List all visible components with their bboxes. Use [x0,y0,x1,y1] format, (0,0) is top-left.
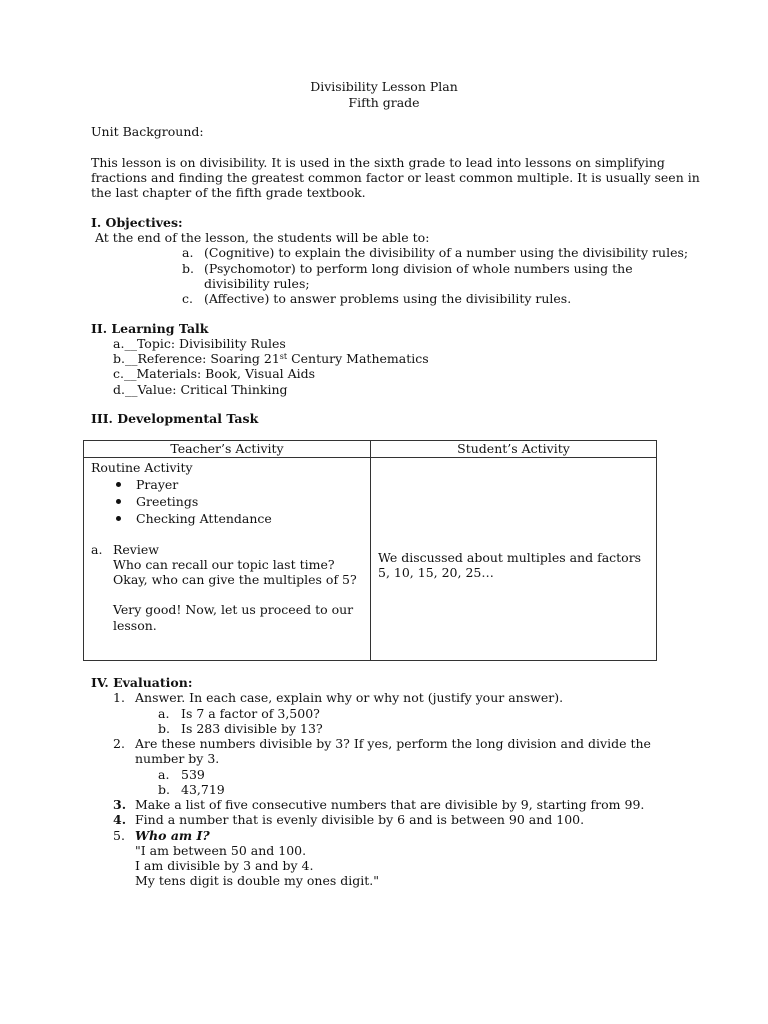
learning-talk-marker: c. [113,366,124,381]
review-line: Review [113,542,159,557]
learning-talk-marker: d. [113,382,125,397]
table-row [84,458,657,661]
evaluation-sub-text: 43,719 [181,782,225,797]
bullet-icon [116,499,121,504]
learning-talk-item: c.__Materials: Book, Visual Aids [113,366,316,381]
student-activity-cell [371,458,657,661]
evaluation-sub-text: 539 [181,767,205,782]
learning-talk-heading: II. Learning Talk [91,321,209,336]
developmental-task-table [83,440,657,661]
teacher-activity-cell [84,458,371,661]
student-activity-header: Student’s Activity [371,441,657,458]
table-header-row [84,441,657,458]
review-line: Very good! Now, let us proceed to our [113,602,354,617]
learning-talk-text: Materials: Book, Visual Aids [136,366,316,381]
unit-background-line: fractions and finding the greatest common factor or least common multiple. It is usually seen in [91,170,700,185]
objective-marker: c. [182,291,193,306]
evaluation-sub-marker: a. [158,767,170,782]
student-response-line: We discussed about multiples and factors [378,550,642,565]
learning-talk-item: a.__Topic: Divisibility Rules [113,336,286,351]
evaluation-marker: 3. [113,797,127,812]
objective-marker: a. [182,245,194,260]
learning-talk-item: b.__Reference: Soaring 21st Century Mathematics [113,351,429,366]
review-line: Who can recall our topic last time? [113,557,335,572]
riddle-line: My tens digit is double my ones digit." [135,873,380,888]
learning-talk-item: d.__Value: Critical Thinking [113,382,288,397]
evaluation-marker: 4. [113,812,127,827]
evaluation-text: Make a list of five consecutive numbers that are divisible by 9, starting from 99. [135,797,645,812]
riddle-line: I am divisible by 3 and by 4. [135,858,314,873]
learning-talk-marker: b. [113,351,125,366]
learning-talk-text: Value: Critical Thinking [137,382,288,397]
riddle-line: "I am between 50 and 100. [135,843,307,858]
evaluation-sub-marker: b. [158,782,170,797]
review-line: lesson. [113,618,157,633]
learning-talk-text: Century Mathematics [287,351,429,366]
document-title: Divisibility Lesson Plan [310,79,458,94]
evaluation-text: Are these numbers divisible by 3? If yes, perform the long division and divide the [135,736,651,751]
routine-item: Greetings [136,494,199,509]
evaluation-marker: 2. [113,736,125,751]
bullet-icon [116,482,121,487]
evaluation-marker: 5. [113,828,125,843]
objectives-intro: At the end of the lesson, the students will be able to: [95,230,430,245]
routine-item: Checking Attendance [136,511,272,526]
evaluation-text: Find a number that is evenly divisible by 6 and is between 90 and 100. [135,812,585,827]
routine-activity-heading: Routine Activity [91,460,193,475]
routine-item: Prayer [136,477,179,492]
evaluation-sub-marker: b. [158,721,170,736]
objective-marker: b. [182,261,194,276]
review-line: Okay, who can give the multiples of 5? [113,572,357,587]
objective-text: (Affective) to answer problems using the divisibility rules. [204,291,572,306]
learning-talk-text: Reference: Soaring 21 [137,351,280,366]
unit-background-heading: Unit Background: [91,124,204,139]
evaluation-sub-text: Is 283 divisible by 13? [181,721,323,736]
evaluation-text: number by 3. [135,751,220,766]
objectives-heading: I. Objectives: [91,215,183,230]
objective-text: (Psychomotor) to perform long division of whole numbers using the [204,261,633,276]
evaluation-text: Answer. In each case, explain why or why not (justify your answer). [135,690,564,705]
bullet-icon [116,516,121,521]
learning-talk-text: Topic: Divisibility Rules [136,336,286,351]
unit-background-line: This lesson is on divisibility. It is used in the sixth grade to lead into lessons on simplifying [91,155,665,170]
learning-talk-marker: a. [113,336,125,351]
riddle-title: Who am I? [135,828,210,843]
evaluation-sub-text: Is 7 a factor of 3,500? [181,706,320,721]
learning-talk-superscript: st [279,352,288,361]
teacher-activity-header: Teacher’s Activity [84,441,371,458]
student-response-line: 5, 10, 15, 20, 25… [378,565,494,580]
review-marker: a. [91,542,103,557]
evaluation-heading: IV. Evaluation: [91,675,193,690]
evaluation-sub-marker: a. [158,706,170,721]
objective-text: divisibility rules; [204,276,310,291]
document-subtitle: Fifth grade [348,95,420,110]
developmental-task-heading: III. Developmental Task [91,411,259,426]
objective-text: (Cognitive) to explain the divisibility of a number using the divisibility rules; [204,245,689,260]
unit-background-line: the last chapter of the fifth grade textbook. [91,185,366,200]
evaluation-marker: 1. [113,690,125,705]
